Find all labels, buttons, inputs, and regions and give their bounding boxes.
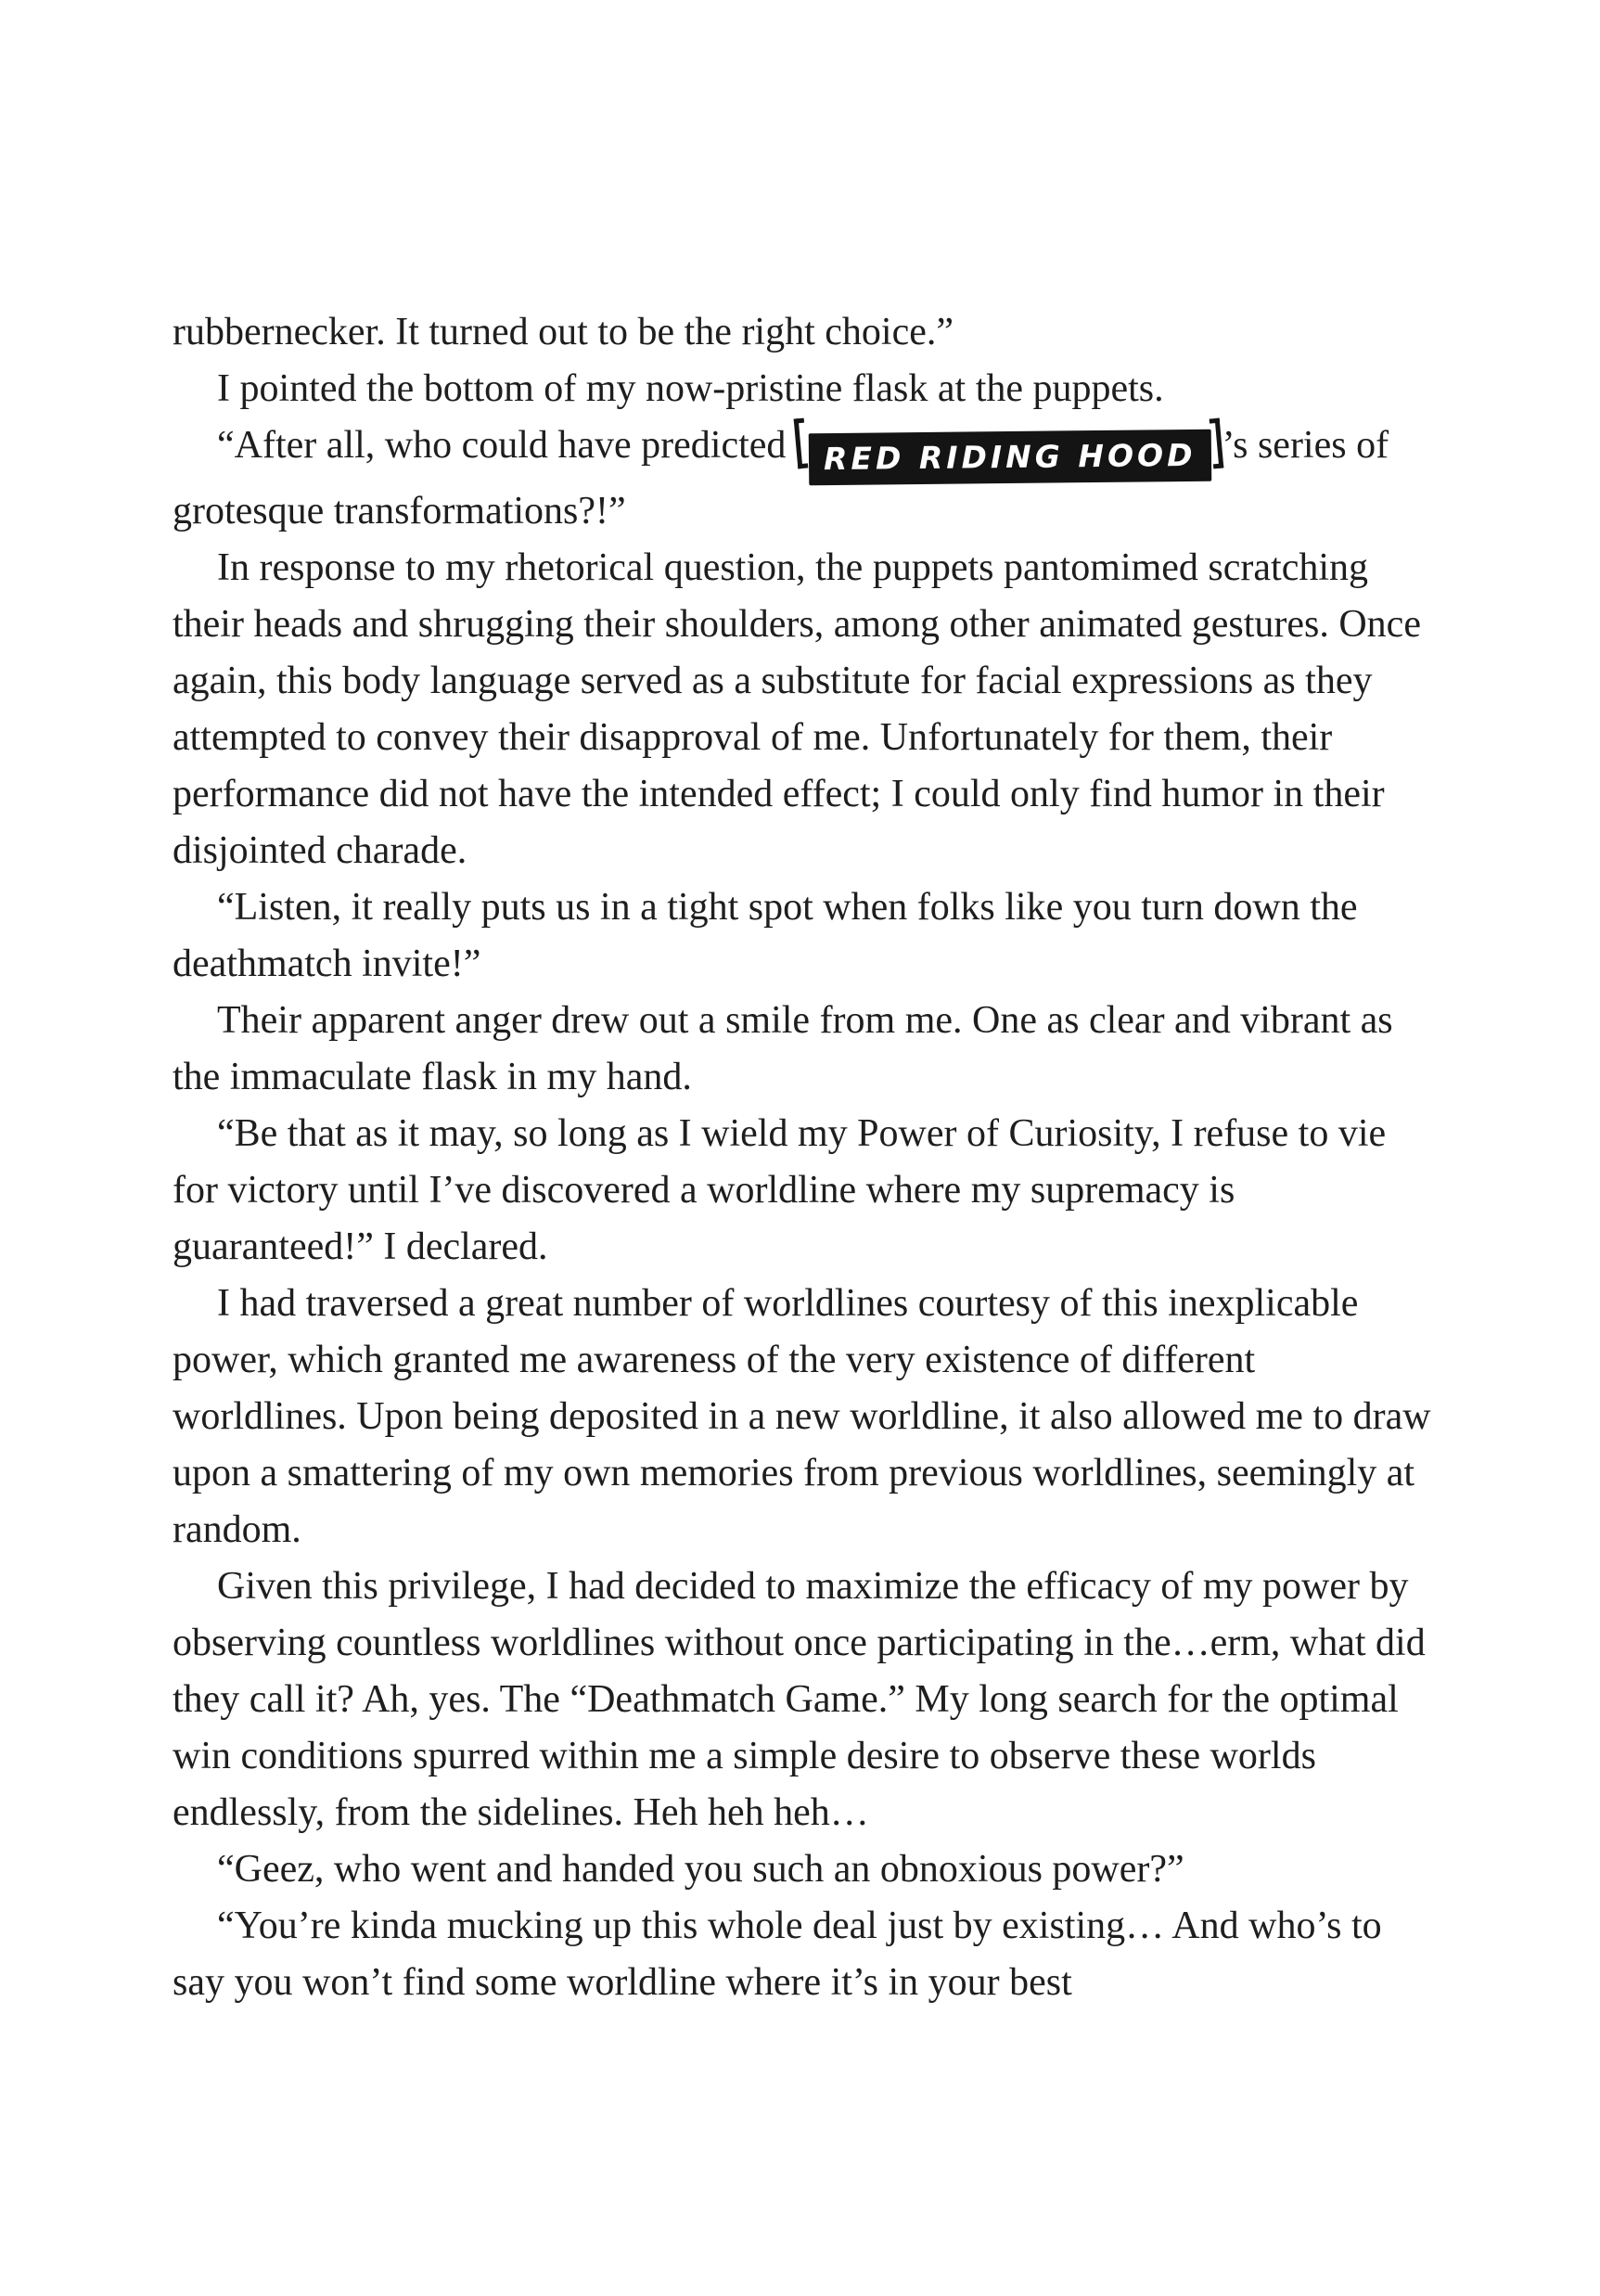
paragraph: [173, 417, 1436, 540]
paragraph: [173, 361, 1436, 417]
badge-left-bracket-icon: [794, 418, 809, 469]
paragraph: [173, 1841, 1436, 1898]
paragraph: [173, 540, 1436, 879]
red-riding-hood-badge: [796, 417, 1222, 483]
paragraph-text: “Listen, it really puts us in a tight spot when folks like you turn down the deathmatch invite!”: [173, 886, 1358, 985]
paragraph-text: I had traversed a great number of worldlines courtesy of this inexplicable power, which granted me awareness of the very existence of different worldlines. Upon being deposited in a new worldline, it also allowed me to draw upon a smattering of my own memories from previous worldlines, seemingly at random.: [173, 1282, 1431, 1551]
paragraph: [173, 304, 1436, 361]
paragraph: [173, 1276, 1436, 1558]
paragraph: [173, 879, 1436, 993]
paragraph: [173, 1106, 1436, 1276]
paragraph-text: rubbernecker. It turned out to be the right choice.”: [173, 311, 954, 353]
paragraph-text: “After all, who could have predicted: [217, 424, 796, 467]
paragraph-text: ’s series of grotesque transformations?!”: [173, 424, 1389, 532]
paragraph-text: Their apparent anger drew out a smile from me. One as clear and vibrant as the immaculate flask in my hand.: [173, 999, 1393, 1098]
text-block: [173, 304, 1436, 2011]
paragraph-text: “You’re kinda mucking up this whole deal just by existing… And who’s to say you won’t find some worldline where it’s in your best: [173, 1905, 1382, 2004]
paragraph: [173, 993, 1436, 1106]
paragraph-text: I pointed the bottom of my now-pristine flask at the puppets.: [217, 367, 1164, 410]
paragraph-text: Given this privilege, I had decided to maximize the efficacy of my power by observing countless worldlines without once participating in the…erm, what did they call it? Ah, yes. The “Deathmatch Game.” My long search for the optimal win conditions spurred within me a simple desire to observe these worlds endlessly, from the sidelines. Heh heh heh…: [173, 1565, 1426, 1834]
paragraph-text: “Geez, who went and handed you such an obnoxious power?”: [217, 1848, 1184, 1891]
paragraph: [173, 1558, 1436, 1841]
red-riding-hood-label: RED RIDING HOOD: [809, 430, 1211, 486]
paragraph-text: In response to my rhetorical question, the puppets pantomimed scratching their heads and shrugging their shoulders, among other animated gestures. Once again, this body language served as a substitute for facial expressions as they attempted to convey their disapproval of me. Unfortunately for them, their performance did not have the intended effect; I could only find humor in their disjointed charade.: [173, 546, 1421, 872]
paragraph: [173, 1898, 1436, 2011]
paragraph-text: “Be that as it may, so long as I wield my Power of Curiosity, I refuse to vie for victory until I’ve discovered a worldline where my supremacy is guaranteed!” I declared.: [173, 1112, 1387, 1268]
